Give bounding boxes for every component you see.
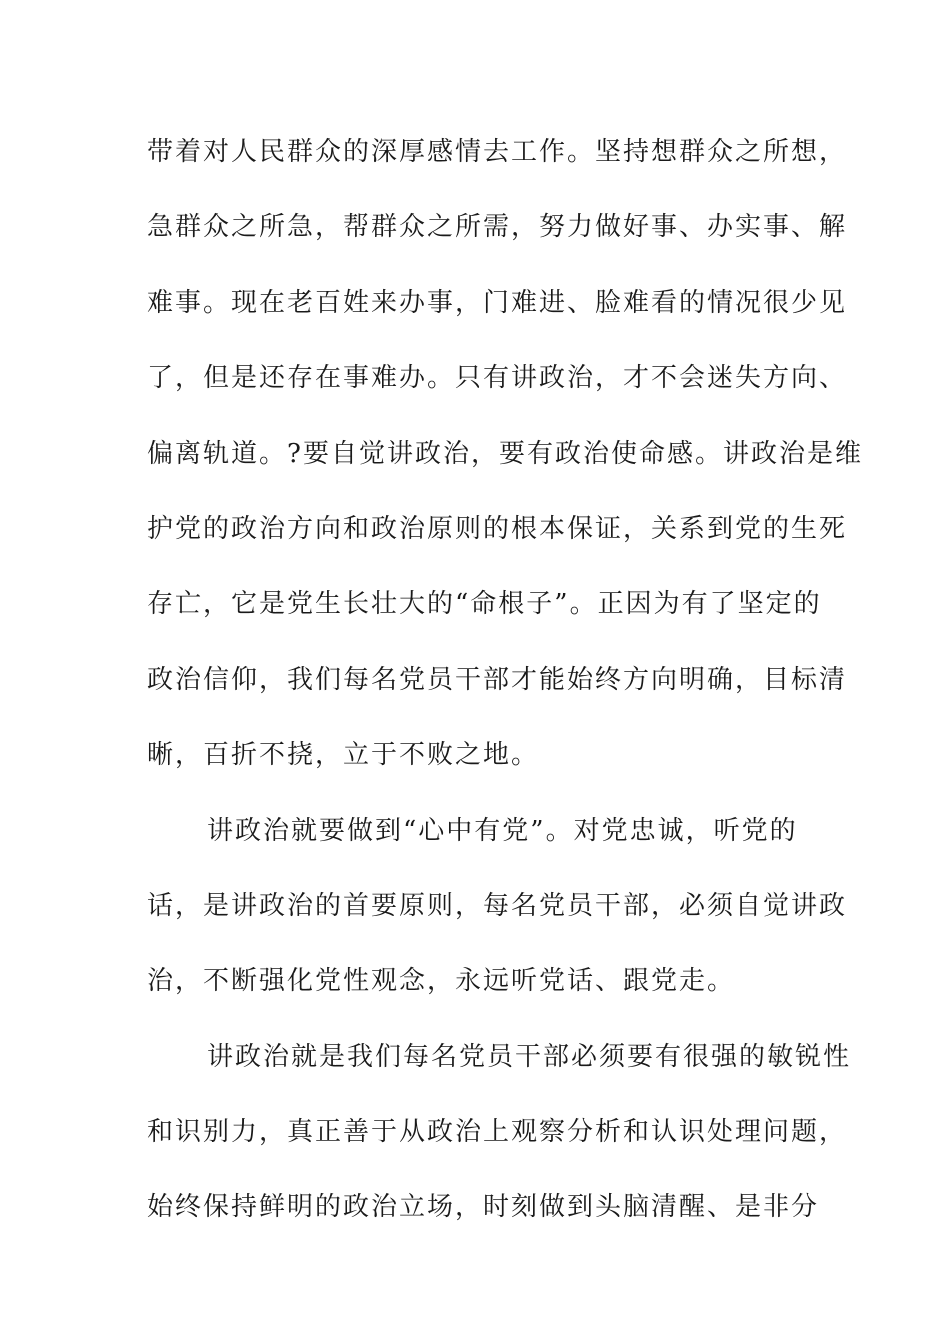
text-line: 治，不断强化党性观念，永远听党话、跟党走。 xyxy=(147,966,736,997)
paragraph-start-line: 讲政治就要做到“心中有党”。对党忠诚，听党的 xyxy=(207,815,798,846)
text-line: 政治信仰，我们每名党员干部才能始终方向明确，目标清 xyxy=(147,664,848,695)
text-line: 偏离轨道。?要自觉讲政治，要有政治使命感。讲政治是维 xyxy=(147,438,863,469)
text-line: 存亡，它是党生长壮大的“命根子”。正因为有了坚定的 xyxy=(147,589,822,620)
text-line: 护党的政治方向和政治原则的根本保证，关系到党的生死 xyxy=(147,513,848,544)
text-line: 急群众之所急，帮群众之所需，努力做好事、办实事、解 xyxy=(147,212,848,243)
text-line: 难事。现在老百姓来办事，门难进、脸难看的情况很少见 xyxy=(147,287,848,318)
paragraph-start-line: 讲政治就是我们每名党员干部必须要有很强的敏锐性 xyxy=(207,1041,852,1072)
text-line: 始终保持鲜明的政治立场，时刻做到头脑清醒、是非分 xyxy=(147,1192,820,1223)
body-text xyxy=(147,126,863,1257)
text-line: 带着对人民群众的深厚感情去工作。坚持想群众之所想， xyxy=(147,137,848,167)
text-line: 晰，百折不挠，立于不败之地。 xyxy=(147,740,540,771)
text-line: 和识别力，真正善于从政治上观察分析和认识处理问题， xyxy=(147,1117,848,1148)
text-line: 了，但是还存在事难办。只有讲政治，才不会迷失方向、 xyxy=(147,363,848,394)
text-line: 话，是讲政治的首要原则，每名党员干部，必须自觉讲政 xyxy=(147,890,848,921)
